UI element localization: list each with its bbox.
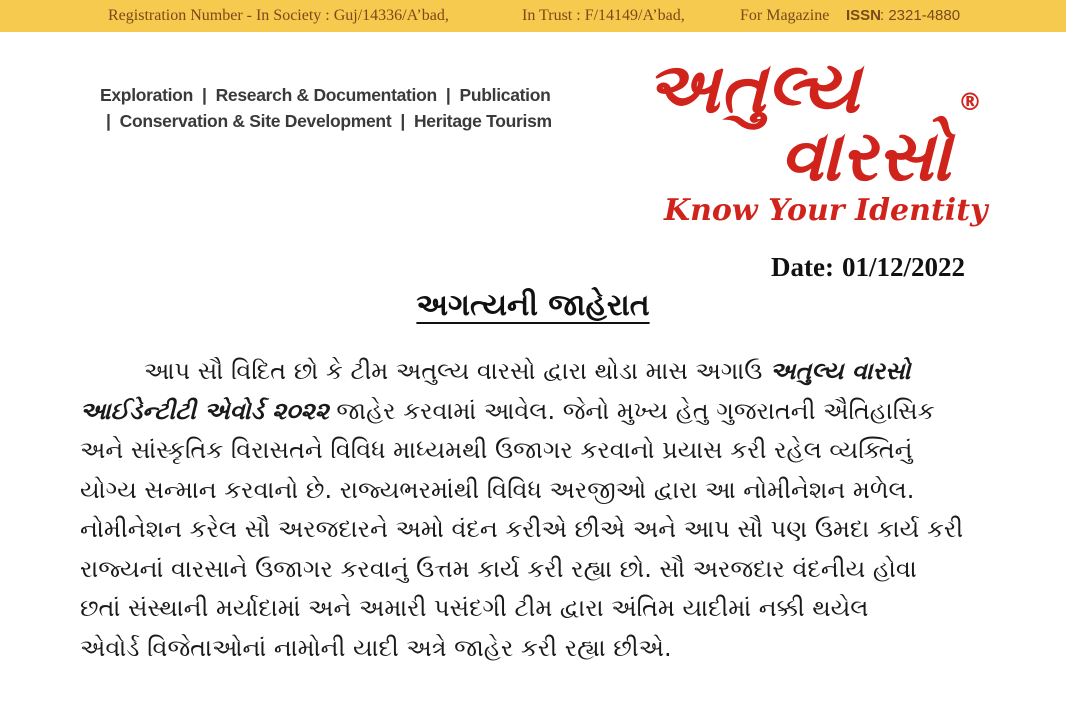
body-line-7: છતાં સંસ્થાની મર્યાદામાં અને અમારી પસંદગી ટીમ દ્વારા અંતિમ યાદીમાં નક્કી થયેલ: [80, 594, 869, 622]
registered-mark: ®: [958, 88, 982, 116]
service-research: Research & Documentation: [215, 85, 437, 105]
body-line-2: [80, 392, 982, 432]
notice-date: [771, 252, 965, 283]
body-line-8: એવોર્ડ વિજેતાઓનાં નામોની યાદી અત્રે જાહેર કરી રહ્યા છીએ.: [80, 633, 672, 662]
service-conservation: Conservation & Site Development: [119, 111, 392, 131]
issn-value: : 2321-4880: [880, 7, 961, 24]
registration-trust: In Trust : F/14149/A’bad,: [522, 7, 685, 24]
award-name-part2: આઈડેન્ટીટી એવોર્ડ ૨૦૨૨: [80, 396, 329, 425]
date-value: 01/12/2022: [841, 252, 965, 282]
services-line-1: [100, 82, 560, 108]
logo-tagline: Know Your Identity: [664, 193, 988, 228]
body-line-1-text: આપ સૌ વિદિત છો કે ટીમ અતુલ્ય વારસો દ્વારા થોડા માસ અગાઉ: [144, 357, 770, 385]
services-line-2: [100, 108, 560, 134]
date-label: Date:: [771, 252, 834, 282]
atulya-varso-logo: [640, 40, 1010, 240]
registration-bar: [0, 0, 1066, 32]
notice-title: અગત્યની જાહેરાત: [416, 288, 650, 323]
service-exploration: Exploration: [100, 85, 193, 105]
registration-society: Registration Number - In Society : Guj/14336/A’bad,: [108, 7, 449, 24]
body-line-2-text: જાહેર કરવામાં આવેલ. જેનો મુખ્ય હેતુ ગુજરાતની ઐતિહાસિક: [328, 396, 935, 425]
logo-mark: [640, 40, 1010, 240]
service-publication: Publication: [459, 85, 551, 105]
issn-label: ISSN: [846, 7, 882, 24]
body-line-5: નોમીનેશન કરેલ સૌ અરજદારને અમો વંદન કરીએ છીએ અને આપ સૌ પણ ઉમદા કાર્ય કરી: [80, 515, 964, 543]
body-line-3: અને સાંસ્કૃતિક વિરાસતને વિવિધ માધ્યમથી ઉજાગર કરવાનો પ્રયાસ કરી રહેલ વ્યક્તિનું: [80, 436, 913, 464]
body-line-6: રાજ્યનાં વારસાને ઉજાગર કરવાનું ઉત્તમ કાર્ય કરી રહ્યા છો. સૌ અરજદાર વંદનીય હોવા: [80, 554, 917, 583]
services-list: [100, 82, 560, 134]
body-line-4: યોગ્ય સન્માન કરવાનો છે. રાજ્યભરમાંથી વિવિધ અરજીઓ દ્વારા આ નોમીનેશન મળેલ.: [80, 475, 915, 504]
service-separator: |: [445, 85, 451, 105]
service-separator: |: [201, 85, 207, 105]
award-name-part1: અતુલ્ય વારસો: [769, 357, 911, 385]
logo-title-line2: વારસો: [780, 115, 952, 197]
service-heritage-tourism: Heritage Tourism: [413, 111, 552, 131]
service-separator: |: [106, 111, 111, 131]
service-separator: |: [400, 111, 405, 131]
body-line-1: [80, 352, 982, 392]
notice-body: [80, 352, 982, 668]
magazine-label: For Magazine: [740, 7, 830, 24]
logo-title-line1: અતુલ્ય: [646, 47, 860, 129]
